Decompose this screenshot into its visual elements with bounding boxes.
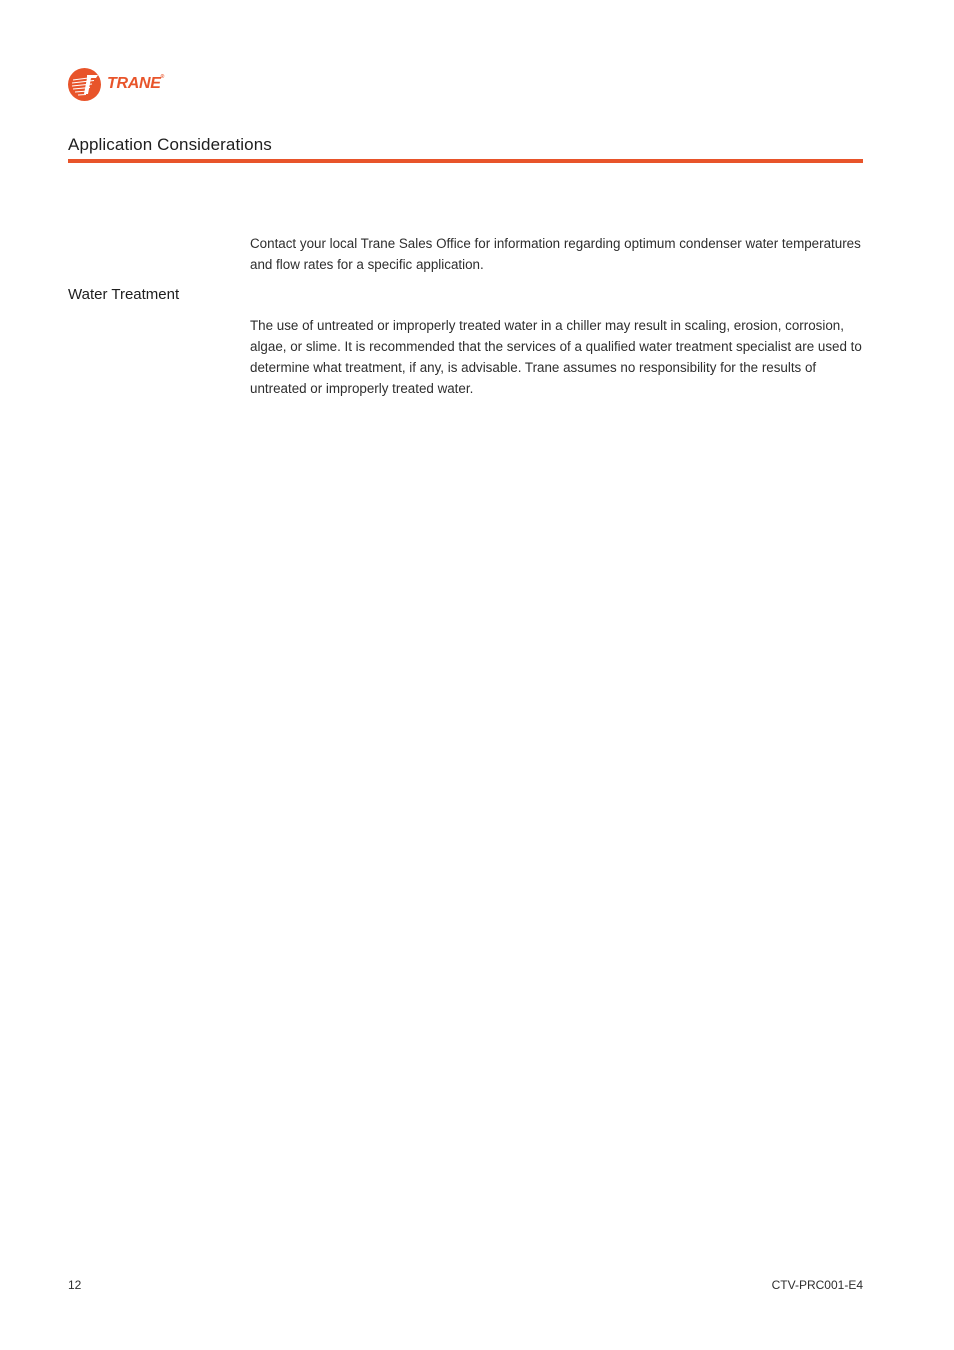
trane-wordmark: TRANE® xyxy=(107,74,165,92)
document-code: CTV-PRC001-E4 xyxy=(771,1278,863,1292)
page-number: 12 xyxy=(68,1278,82,1292)
water-treatment-paragraph: The use of untreated or improperly treated water in a chiller may result in scaling, erosion, corrosion, algae, or slime. It is recommended that the services of a qualified water treatment specialist are used to determine what treatment, if any, is advisable. Trane assumes no responsibility for the results of untreated or improperly treated water. xyxy=(250,318,862,396)
title-divider xyxy=(68,159,863,163)
water-treatment-heading: Water Treatment xyxy=(68,286,180,303)
trane-logo xyxy=(67,67,177,103)
intro-paragraph: Contact your local Trane Sales Office for information regarding optimum condenser water temperatures and flow rates for a specific application. xyxy=(250,236,861,272)
trane-logo-icon xyxy=(67,67,102,102)
section-title: Application Considerations xyxy=(68,135,272,154)
